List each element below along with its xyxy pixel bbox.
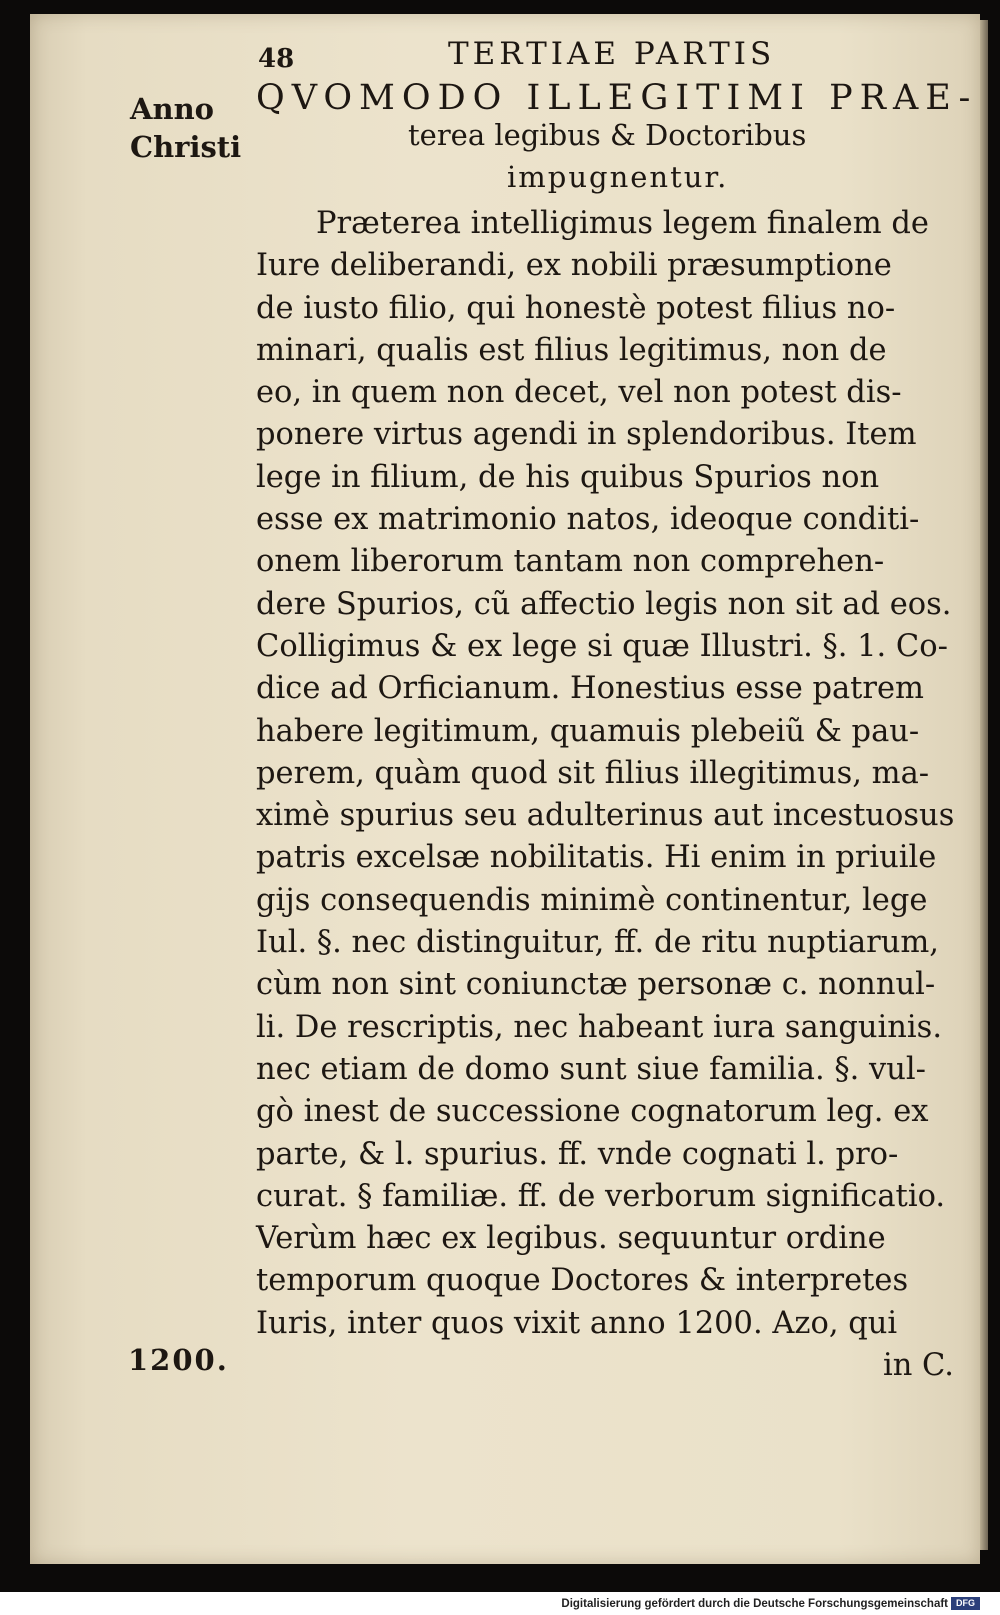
body-line: dere Spurios, cũ affectio legis non sit ad eos.	[256, 586, 952, 622]
body-line: dice ad Orficianum. Honestius esse patrem	[256, 671, 924, 707]
body-line: perem, quàm quod sit filius illegitimus, ma-	[256, 755, 930, 791]
body-line: Iul. §. nec distinguitur, ff. de ritu nuptiarum,	[256, 925, 939, 961]
page-edge	[980, 20, 988, 1550]
body-line: ponere virtus agendi in splendoribus. Item	[256, 417, 917, 453]
body-line: Colligimus & ex lege si quæ Illustri. §. 1. Co-	[256, 628, 948, 664]
body-line: li. De rescriptis, nec habeant iura sanguinis.	[256, 1009, 943, 1045]
body-line: temporum quoque Doctores & interpretes	[256, 1263, 909, 1299]
body-line: curat. § familiæ. ff. de verborum significatio.	[256, 1178, 946, 1214]
chapter-heading-line-3: impugnentur.	[507, 160, 729, 194]
catchword: in C.	[882, 1348, 954, 1384]
body-line: habere legitimum, quamuis plebeiũ & pau-	[256, 713, 920, 749]
margin-note-anno: Anno	[130, 92, 215, 126]
body-line: eo, in quem non decet, vel non potest dis-	[256, 375, 902, 411]
body-line: cùm non sint coniunctæ personæ c. nonnul-	[256, 967, 936, 1003]
body-line: Iuris, inter quos vixit anno 1200. Azo, qui	[256, 1305, 898, 1341]
body-line: Verùm hæc ex legibus. sequuntur ordine	[256, 1221, 886, 1257]
body-line: onem liberorum tantam non comprehen-	[256, 544, 885, 580]
body-text	[256, 203, 976, 1387]
running-head: TERTIAE PARTIS	[448, 36, 776, 72]
body-line: de iusto filio, qui honestè potest filius no-	[256, 290, 896, 326]
body-line: Præterea intelligimus legem finalem de	[316, 206, 929, 241]
body-line: gijs consequendis minimè continentur, lege	[256, 882, 928, 918]
body-line: nec etiam de domo sunt siue familia. §. vul-	[256, 1051, 926, 1087]
body-line: lege in filium, de his quibus Spurios non	[256, 459, 880, 495]
chapter-heading-line-1: QVOMODO ILLEGITIMI PRAE-	[256, 78, 978, 118]
body-line: gò inest de successione cognatorum leg. ex	[256, 1094, 929, 1130]
body-line: patris excelsæ nobilitatis. Hi enim in priuile	[256, 840, 937, 876]
body-line: ximè spurius seu adulterinus aut incestuosus	[256, 798, 955, 834]
footer-credit: Digitalisierung gefördert durch die Deutsche Forschungsgemeinschaft	[561, 1598, 948, 1610]
margin-year: 1200.	[128, 1343, 229, 1377]
body-line: esse ex matrimonio natos, ideoque conditi-	[256, 502, 920, 538]
dfg-logo-icon: DFG	[951, 1597, 980, 1610]
page-number: 48	[258, 44, 295, 74]
body-line: minari, qualis est filius legitimus, non de	[256, 332, 887, 368]
digitization-footer	[0, 1592, 990, 1615]
body-line: Iure deliberandi, ex nobili præsumptione	[256, 248, 892, 284]
margin-note-christi: Christi	[130, 130, 242, 164]
chapter-heading-line-2: terea legibus & Doctoribus	[408, 118, 807, 152]
body-line: parte, & l. spurius. ff. vnde cognati l. pro-	[256, 1136, 899, 1172]
margin-note	[130, 90, 241, 166]
